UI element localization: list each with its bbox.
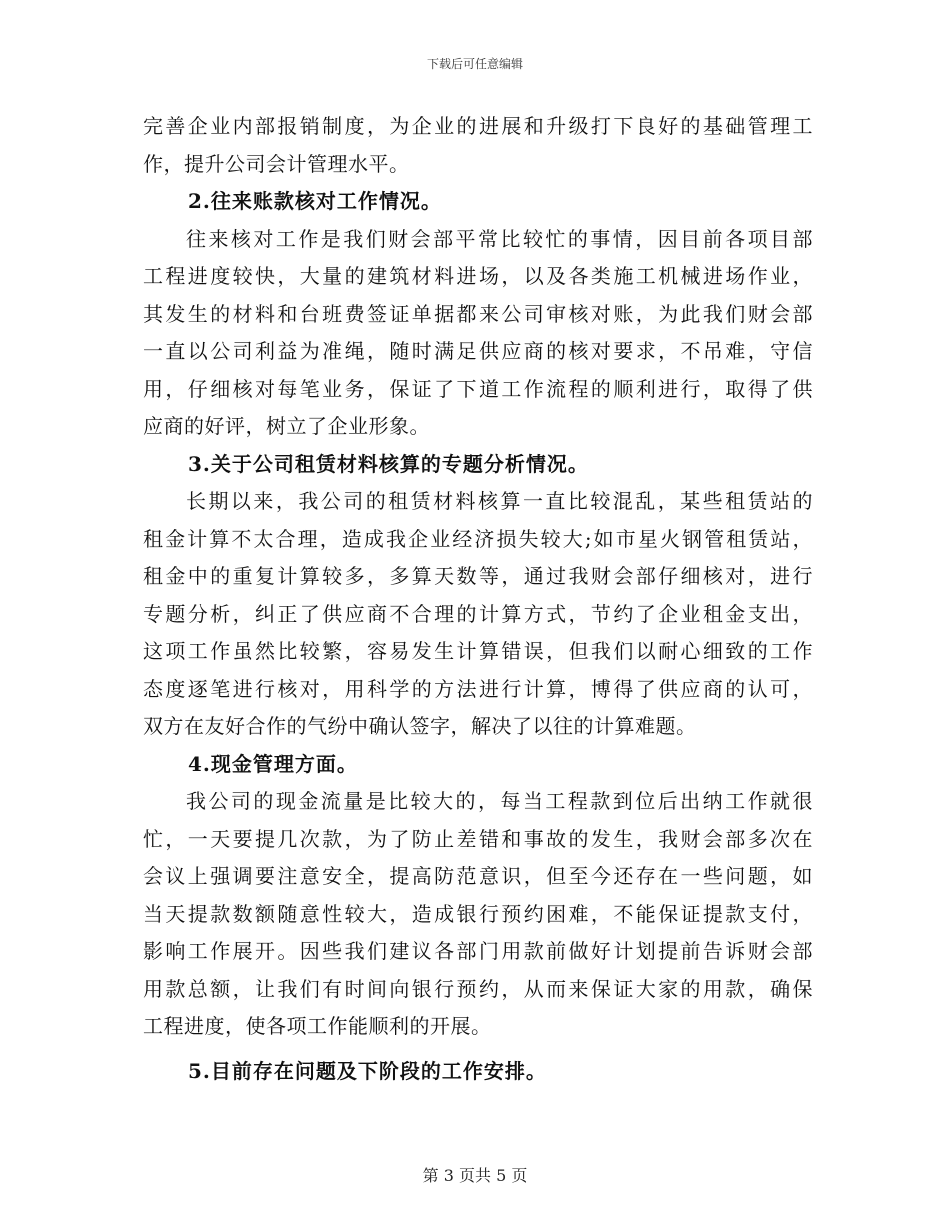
paragraph-line: 用，仔细核对每笔业务，保证了下道工作流程的顺利进行，取得了供 (143, 376, 813, 401)
paragraph-line: 专题分析，纠正了供应商不合理的计算方式，节约了企业租金支出， (143, 601, 813, 626)
paragraph-line: 作，提升公司会计管理水平。 (143, 151, 410, 176)
paragraph-line: 工程进度，使各项工作能顺利的开展。 (143, 1014, 492, 1038)
paragraph-line: 当天提款数额随意性较大，造成银行预约困难，不能保证提款支付， (143, 901, 813, 926)
paragraph-line: 用款总额，让我们有时间向银行预约，从而来保证大家的用款，确保 (143, 976, 813, 1001)
paragraph-line: 这项工作虽然比较繁，容易发生计算错误，但我们以耐心细致的工作 (143, 639, 813, 663)
paragraph-line: 往来核对工作是我们财会部平常比较忙的事情，因目前各项目部 (186, 226, 813, 251)
section-heading: 2.往来账款核对工作情况。 (188, 189, 442, 213)
paragraph-line: 应商的好评，树立了企业形象。 (143, 414, 430, 438)
paragraph-line: 租金计算不太合理，造成我企业经济损失较大;如市星火钢管租赁站， (143, 526, 813, 551)
paragraph-line: 长期以来，我公司的租赁材料核算一直比较混乱，某些租赁站的 (186, 489, 813, 513)
page-number: 第 3 页共 5 页 (422, 1166, 528, 1185)
paragraph-line: 影响工作展开。因些我们建议各部门用款前做好计划提前告诉财会部 (143, 939, 813, 963)
section-heading: 4.现金管理方面。 (188, 751, 358, 776)
section-heading: 5.目前存在问题及下阶段的工作安排。 (188, 1058, 547, 1083)
paragraph-line: 其发生的材料和台班费签证单据都来公司审核对账，为此我们财会部 (143, 301, 813, 326)
page-header: 下载后可任意编辑 (426, 57, 523, 71)
document-body (143, 108, 813, 1090)
section-heading: 3.关于公司租赁材料核算的专题分析情况。 (188, 451, 589, 476)
paragraph-line: 会议上强调要注意安全，提高防范意识，但至今还存在一些问题，如 (143, 864, 813, 888)
paragraph-line: 忙，一天要提几次款，为了防止差错和事故的发生，我财会部多次在 (143, 826, 813, 851)
paragraph-line: 态度逐笔进行核对，用科学的方法进行计算，博得了供应商的认可， (143, 676, 813, 701)
paragraph-line: 完善企业内部报销制度，为企业的进展和升级打下良好的基础管理工 (143, 114, 813, 138)
paragraph-line: 一直以公司利益为准绳，随时满足供应商的核对要求，不吊难，守信 (143, 339, 813, 363)
paragraph-line: 我公司的现金流量是比较大的，每当工程款到位后出纳工作就很 (186, 789, 813, 813)
paragraph-line: 工程进度较快，大量的建筑材料进场，以及各类施工机械进场作业， (143, 264, 813, 288)
paragraph-line: 双方在友好合作的气纷中确认签字，解决了以往的计算难题。 (143, 714, 697, 738)
paragraph-line: 租金中的重复计算较多，多算天数等，通过我财会部仔细核对，进行 (143, 564, 813, 588)
